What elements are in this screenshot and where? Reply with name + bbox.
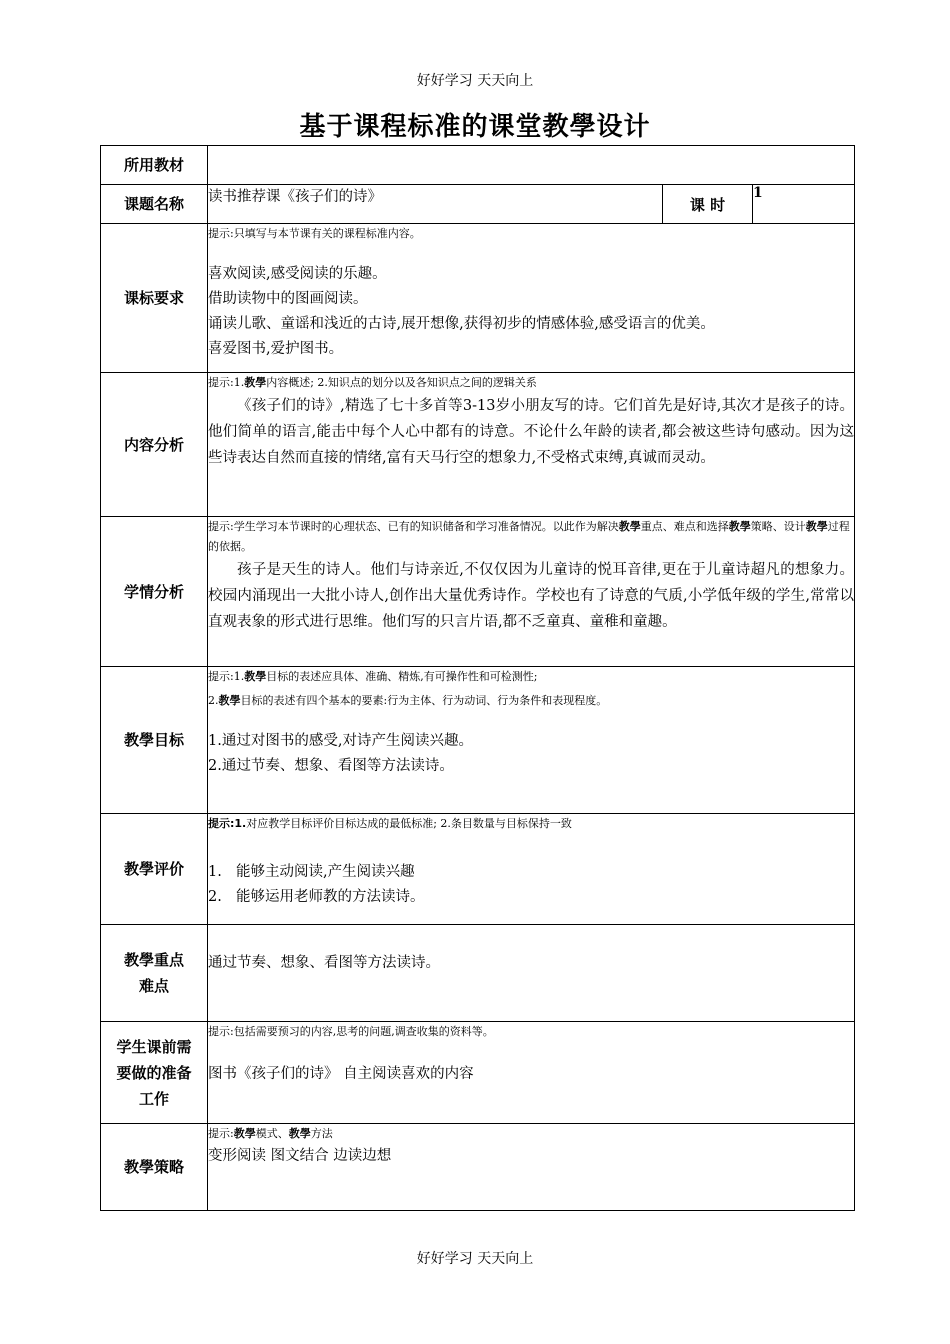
standards-hint: 提示:只填写与本节课有关的课程标准内容。 — [208, 227, 421, 240]
evaluation-item: 1. 能够主动阅读,产生阅读兴趣 — [208, 864, 415, 880]
row-objectives — [101, 667, 855, 814]
standards-line: 诵读儿歌、童谣和浅近的古诗,展开想像,获得初步的情感体验,感受语言的优美。 — [208, 316, 715, 332]
objectives-content — [208, 667, 855, 814]
content-analysis-paragraph: 《孩子们的诗》,精选了七十多首等3-13岁小朋友写的诗。它们首先是好诗,其次才是孩子的诗。他们简单的语言,能击中每个人心中都有的诗意。不论什么年龄的读者,都会被这些诗句感动。因为这些诗表达自然而直接的情绪,富有天马行空的想象力,不受格式束缚,真诚而灵动。 — [208, 398, 855, 466]
material-label: 所用教材 — [101, 146, 208, 185]
hours-label: 课 时 — [663, 185, 753, 224]
row-content-analysis — [101, 373, 855, 517]
row-learner-analysis — [101, 517, 855, 667]
preparation-label: 学生课前需 要做的准备 工作 — [101, 1022, 208, 1124]
topic-label: 课题名称 — [101, 185, 208, 224]
row-material — [101, 146, 855, 185]
page-footer-note: 好好学习 天天向上 — [416, 1251, 534, 1267]
content-analysis-hint: 提示:1.教學内容概述; 2.知识点的划分以及各知识点之间的逻辑关系 — [208, 376, 537, 389]
learner-analysis-paragraph: 孩子是天生的诗人。他们与诗亲近,不仅仅因为儿童诗的悦耳音律,更在于儿童诗超凡的想象力。校园内涌现出一大批小诗人,创作出大量优秀诗作。学校也有了诗意的气质,小学低年级的学生,常常以直观表象的形式进行思维。他们写的只言片语,都不乏童真、童稚和童趣。 — [208, 562, 855, 630]
key-points-text: 通过节奏、想象、看图等方法读诗。 — [208, 955, 440, 971]
material-value — [208, 146, 855, 185]
row-strategy — [101, 1124, 855, 1211]
strategy-hint: 提示:教學模式、教學方法 — [208, 1127, 333, 1140]
standards-label: 课标要求 — [101, 224, 208, 373]
content-analysis-label: 内容分析 — [101, 373, 208, 517]
page-header-note: 好好学习 天天向上 — [416, 73, 534, 89]
strategy-label: 教學策略 — [101, 1124, 208, 1211]
topic-value — [208, 185, 663, 224]
objective-item: 1.通过对图书的感受,对诗产生阅读兴趣。 — [208, 733, 473, 749]
standards-content — [208, 224, 855, 373]
evaluation-hint: 提示:1.对应教学目标评价目标达成的最低标准; 2.条目数量与目标保持一致 — [208, 817, 572, 830]
objective-item: 2.通过节奏、想象、看图等方法读诗。 — [208, 758, 454, 774]
content-analysis-content — [208, 373, 855, 517]
standards-line: 借助读物中的图画阅读。 — [208, 291, 368, 307]
row-key-points — [101, 925, 855, 1022]
row-evaluation — [101, 814, 855, 925]
lesson-plan-table — [100, 145, 855, 1211]
key-points-content — [208, 925, 855, 1022]
key-points-label: 教學重点 难点 — [101, 925, 208, 1022]
learner-analysis-hint: 提示:学生学习本节课时的心理状态、已有的知识储备和学习准备情况。以此作为解决教學重点、难点和选择教學策略、设计教學过程的依据。 — [208, 520, 850, 553]
evaluation-label: 教學评价 — [101, 814, 208, 925]
hours-value: 1 — [753, 185, 855, 224]
document-title: 基于课程标准的课堂教學设计 — [299, 112, 651, 142]
evaluation-content — [208, 814, 855, 925]
learner-analysis-label: 学情分析 — [101, 517, 208, 667]
preparation-hint: 提示:包括需要预习的内容,思考的问题,调查收集的资料等。 — [208, 1025, 494, 1038]
standards-line: 喜欢阅读,感受阅读的乐趣。 — [208, 266, 387, 282]
row-standards — [101, 224, 855, 373]
learner-analysis-content — [208, 517, 855, 667]
preparation-text: 图书《孩子们的诗》 自主阅读喜欢的内容 — [208, 1066, 474, 1082]
objectives-hint-2: 2.教學目标的表述有四个基本的要素:行为主体、行为动词、行为条件和表现程度。 — [208, 694, 608, 707]
row-preparation — [101, 1022, 855, 1124]
preparation-content — [208, 1022, 855, 1124]
evaluation-item: 2. 能够运用老师教的方法读诗。 — [208, 889, 425, 905]
standards-line: 喜爱图书,爱护图书。 — [208, 341, 344, 357]
objectives-hint-1: 提示:1.教學目标的表述应具体、准确、精炼,有可操作性和可检测性; — [208, 670, 538, 683]
objectives-label: 教學目标 — [101, 667, 208, 814]
strategy-content — [208, 1124, 855, 1211]
strategy-text: 变形阅读 图文结合 边读边想 — [208, 1148, 392, 1164]
row-topic — [101, 185, 855, 224]
topic-text: 读书推荐课《孩子们的诗》 — [208, 189, 382, 205]
